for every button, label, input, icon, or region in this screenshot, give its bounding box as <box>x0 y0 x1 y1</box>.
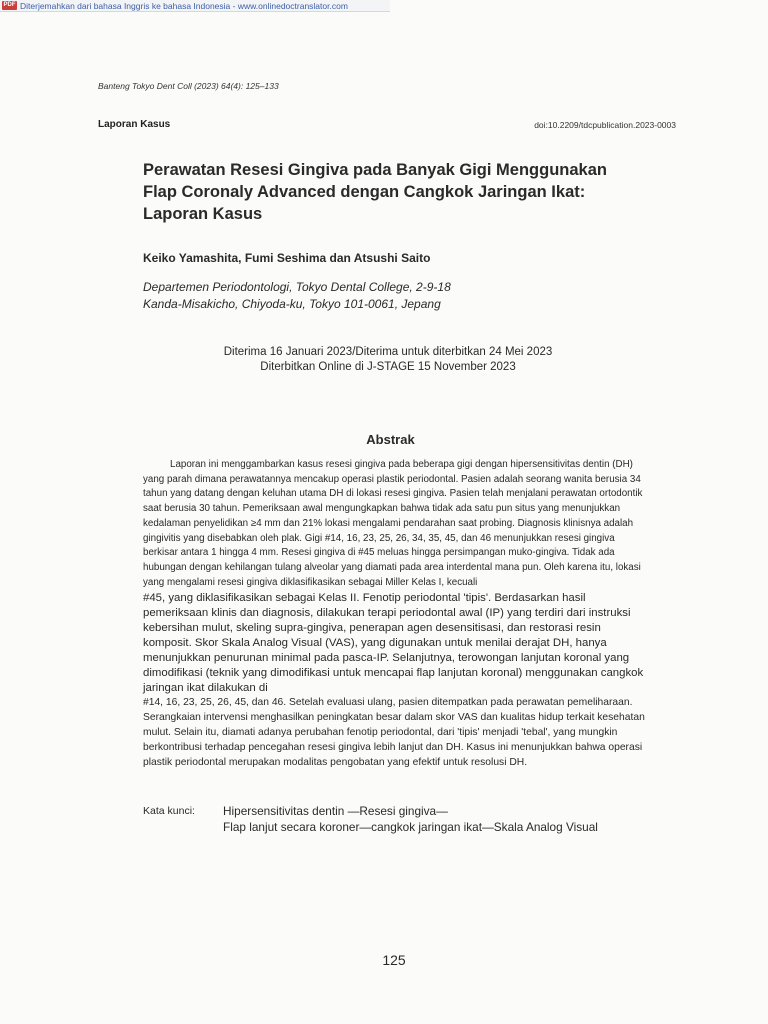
section-label: Laporan Kasus <box>98 119 171 130</box>
keywords <box>143 803 643 835</box>
article-title <box>143 159 623 225</box>
title-line-3: Laporan Kasus <box>143 205 263 223</box>
published-online-date: Diterbitkan Online di J-STAGE 15 November 2023 <box>260 360 516 373</box>
abstract-paragraph-2: #45, yang diklasifikasikan sebagai Kelas II. Fenotip periodontal 'tipis'. Berdasarkan hasil pemeriksaan klinis dan diagnosis, dilakukan terapi periodontal awal (IP) yang terdiri dari instruksi kebersihan mulut, skeling supra-gingiva, penerapan agen desensitisasi, dan restorasi resin komposit. Skor Skala Analog Visual (VAS), yang digunakan untuk menilai derajat DH, hanya menunjukkan penurunan minimal pada pasca-IP. Selanjutnya, terowongan lanjutan koronal yang dimodifikasi (teknik yang dimodifikasi untuk mencapai flap lanjutan koronal) menggunakan cangkok jaringan ikat dilakukan di <box>143 592 644 695</box>
translation-banner[interactable] <box>0 0 390 12</box>
abstract-body <box>143 458 648 770</box>
page-number: 125 <box>382 952 406 968</box>
affiliation-line-2: Kanda-Misakicho, Chiyoda-ku, Tokyo 101-0061, Jepang <box>143 297 441 311</box>
journal-citation: Banteng Tokyo Dent Coll (2023) 64(4): 125–133 <box>98 81 279 91</box>
abstract-paragraph-3: #14, 16, 23, 25, 26, 45, dan 46. Setelah evaluasi ulang, pasien ditempatkan pada perawatan pemeliharaan. Serangkaian intervensi menghasilkan peningkatan besar dalam skor VAS dan kualitas hidup terkait kesehatan mulut. Selain itu, diamati adanya perubahan fenotip periodontal, dari 'tipis' menjadi 'tebal', yang mungkin berkontribusi terhadap pencegahan resesi gingiva lebih lanjut dan DH. Kasus ini menunjukkan bahwa operasi plastik periodontal merupakan modalitas pengobatan yang efektif untuk resolusi DH. <box>143 697 645 768</box>
pdf-translator-logo-icon: PDF <box>3 2 16 8</box>
publication-dates <box>143 345 633 374</box>
received-accepted-date: Diterima 16 Januari 2023/Diterima untuk diterbitkan 24 Mei 2023 <box>223 346 553 358</box>
keywords-line-2: Flap lanjut secara koroner—cangkok jaringan ikat—Skala Analog Visual <box>223 820 598 834</box>
title-line-1: Perawatan Resesi Gingiva pada Banyak Gigi Menggunakan <box>143 161 607 179</box>
keywords-label: Kata kunci: <box>143 805 195 817</box>
title-line-2: Flap Coronaly Advanced dengan Cangkok Jaringan Ikat: <box>143 183 586 201</box>
translation-banner-text[interactable]: Diterjemahkan dari bahasa Inggris ke bahasa Indonesia - www.onlinedoctranslator.com <box>20 0 348 11</box>
author-list: Keiko Yamashita, Fumi Seshima dan Atsushi Saito <box>143 251 431 265</box>
keywords-line-1: Hipersensitivitas dentin —Resesi gingiva— <box>223 804 448 818</box>
keywords-list <box>223 803 598 835</box>
abstract-heading: Abstrak <box>366 432 415 447</box>
affiliation <box>143 279 623 313</box>
doi: doi:10.2209/tdcpublication.2023-0003 <box>534 120 676 130</box>
affiliation-line-1: Departemen Periodontologi, Tokyo Dental College, 2-9-18 <box>143 280 451 294</box>
abstract-paragraph-1: Laporan ini menggambarkan kasus resesi gingiva pada beberapa gigi dengan hipersensitivitas dentin (DH) yang parah dimana perawatannya mencakup operasi plastik periodontal. Pasien adalah seorang wanita berusia 34 tahun yang datang dengan keluhan utama DH di lokasi resesi gingiva. Pasien telah menjalani perawatan ortodontik saat berusia 30 tahun. Pemeriksaan awal mengungkapkan bahwa tidak ada satu pun situs yang menunjukkan kedalaman penyelidikan ≥4 mm dan 21% lokasi mengalami pendarahan saat probing. Diagnosis klinisnya adalah gingivitis yang disebabkan oleh plak. Gigi #14, 16, 23, 25, 26, 34, 35, 45, dan 46 menunjukkan resesi gingiva berkisar antara 1 hingga 4 mm. Resesi gingiva di #45 meluas hingga persimpangan muko-gingiva. Tidak ada hubungan dengan kehilangan tulang alveolar yang diamati pada area interdental mana pun. Oleh karena itu, lokasi yang mengalami resesi gingiva diklasifikasikan sebagai Miller Kelas I, kecuali <box>143 459 643 588</box>
